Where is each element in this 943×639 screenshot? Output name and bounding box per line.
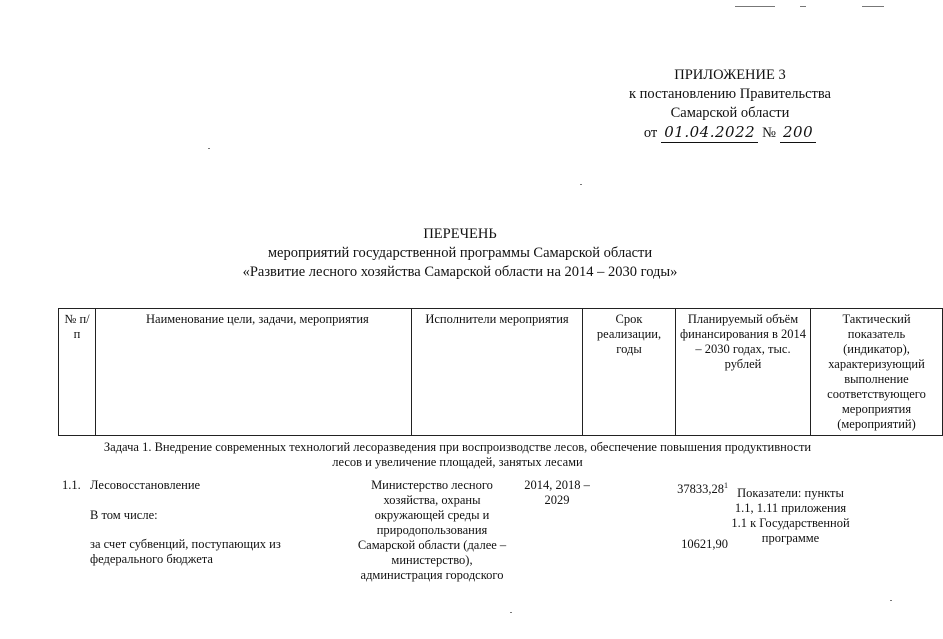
row-including: В том числе:: [90, 508, 158, 522]
header-indicator: Тактический показатель (индикатор), характеризующий выполнение соответствующего мероприятия (мероприятий): [811, 309, 943, 436]
appendix-subtitle: к постановлению Правительства: [629, 86, 831, 102]
handwritten-date: 01.04.2022: [661, 123, 758, 143]
appendix-header: [560, 66, 900, 143]
activities-table: [58, 308, 926, 610]
title-line-2: мероприятий государственной программы Самарской области: [267, 245, 653, 261]
title-line-3: «Развитие лесного хозяйства Самарской области на 2014 – 2030 годы»: [242, 264, 678, 280]
scan-artifact: [510, 612, 512, 613]
row-number: 1.1.: [62, 478, 81, 492]
scan-artifact: [800, 6, 806, 7]
row-name: Лесовосстановление: [90, 478, 201, 492]
footnote-marker: 1: [724, 481, 728, 490]
scan-artifact: [890, 600, 892, 601]
row-funding-cell: [600, 478, 728, 552]
appendix-date-line: [560, 123, 900, 143]
header-period: Срок реализации, годы: [583, 309, 676, 436]
scan-artifact: [735, 6, 775, 7]
row-funding-federal: 10621,90: [681, 537, 728, 552]
header-funding: Планируемый объём финансирования в 2014 – 2030 годах, тыс. рублей: [676, 309, 811, 436]
header-name: Наименование цели, задачи, мероприятия: [96, 309, 412, 436]
row-name-cell: [90, 478, 330, 567]
scan-artifact: [208, 148, 210, 149]
row-executors: Министерство лесного хозяйства, охраны окружающей среды и природопользования Самарской области (далее – министерство), администрация городского: [357, 478, 507, 582]
date-prefix: от: [643, 125, 658, 141]
row-indicator: Показатели: пункты 1.1, 1.11 приложения 1.1 к Государственной программе: [731, 486, 850, 545]
row-period: 2014, 2018 – 2029: [524, 478, 590, 507]
table-header-row: [59, 309, 943, 436]
task-heading: Задача 1. Внедрение современных технологий лесоразведения при воспроизводстве лесов, обеспечение повышения продуктивности лесов и увеличение площадей, занятых лесами: [103, 440, 812, 469]
table-row: [58, 470, 857, 610]
header-number: № п/п: [59, 309, 96, 436]
scan-artifact: [580, 184, 582, 185]
appendix-region: Самарской области: [670, 105, 790, 121]
row-sub-name: за счет субвенций, поступающих из федерального бюджета: [90, 537, 281, 566]
title-heading: ПЕРЕЧЕНЬ: [423, 226, 497, 242]
handwritten-number: 200: [780, 123, 816, 143]
number-prefix: №: [762, 125, 776, 141]
document-title: [100, 225, 820, 282]
appendix-title: ПРИЛОЖЕНИЕ 3: [674, 67, 786, 83]
scan-artifact: [862, 6, 884, 7]
header-executors: Исполнители мероприятия: [412, 309, 583, 436]
row-funding-total: 37833,28$^1$: [677, 481, 728, 497]
